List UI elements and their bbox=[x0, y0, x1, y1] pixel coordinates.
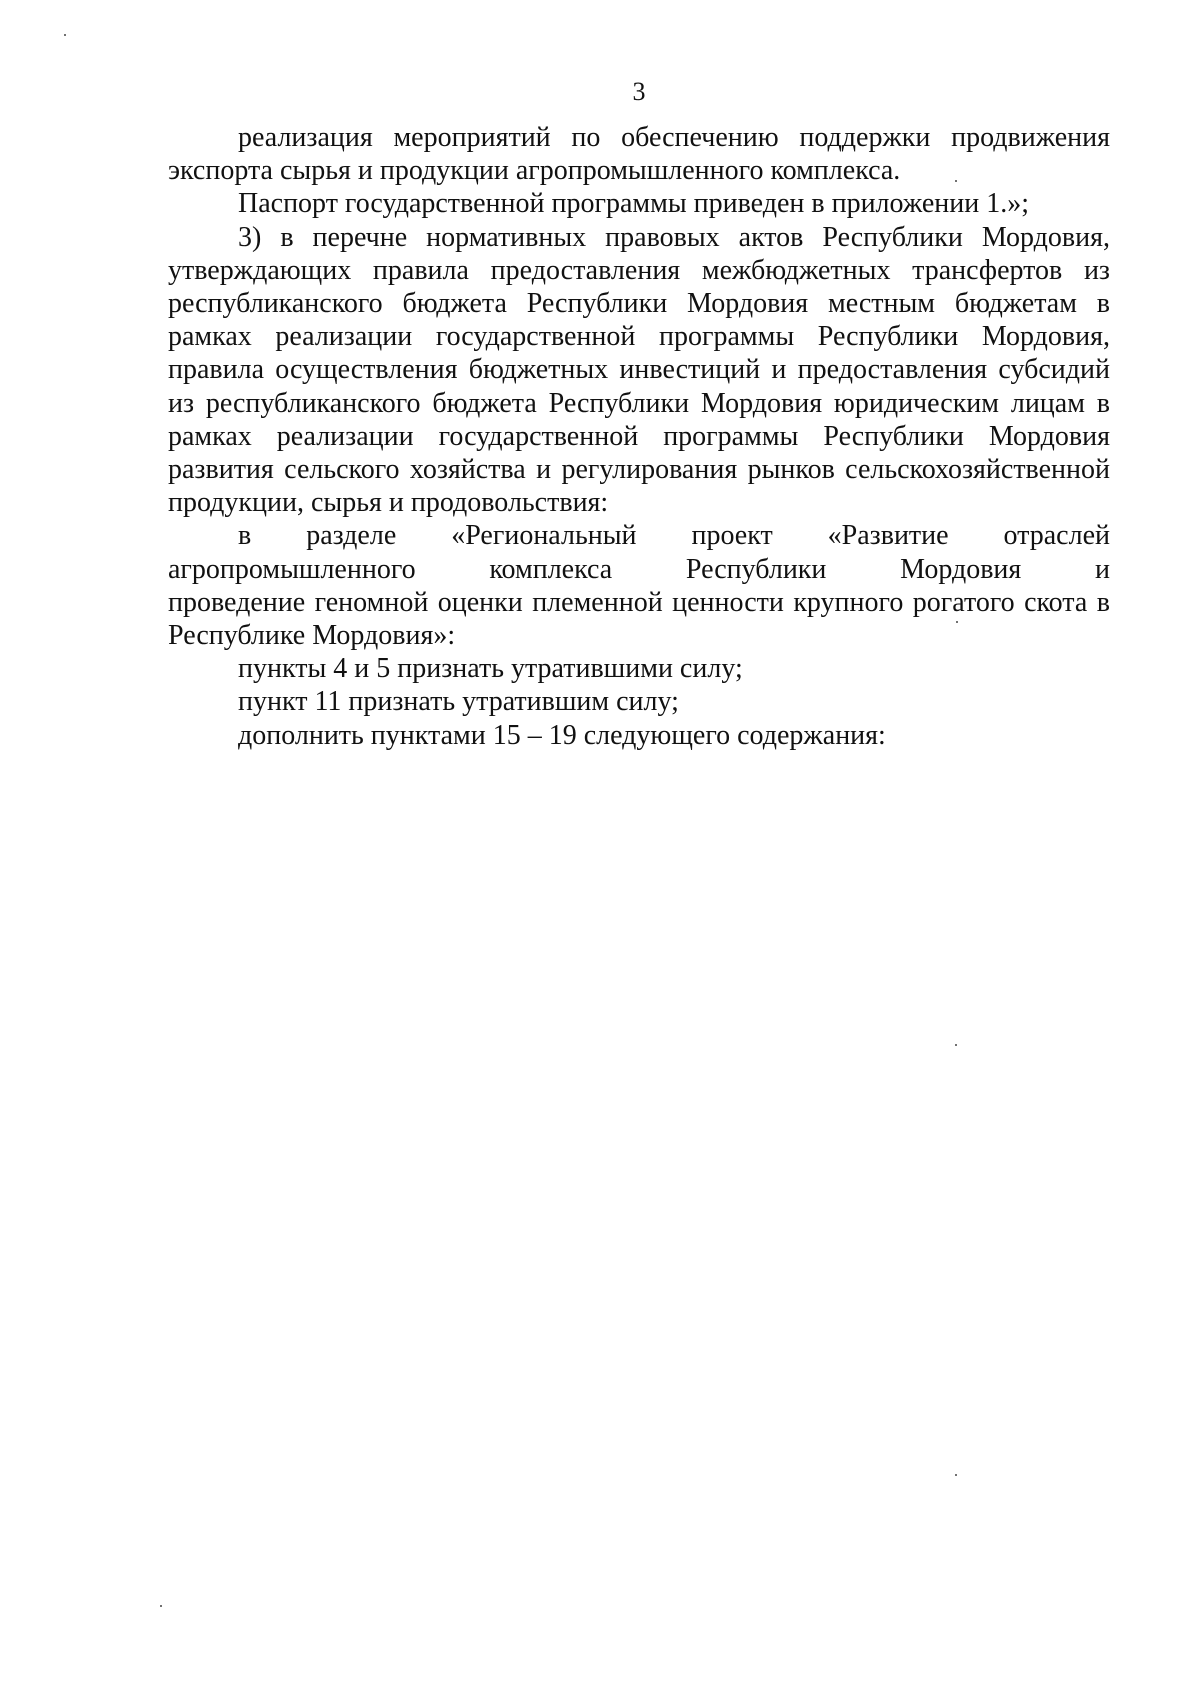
text-line: республиканского бюджета Республики Мордовия местным бюджетам в bbox=[168, 288, 1110, 320]
text-line: экспорта сырья и продукции агропромышленного комплекса. bbox=[168, 155, 901, 187]
text-line: правила осуществления бюджетных инвестиций и предоставления субсидий bbox=[168, 354, 1110, 386]
scan-speck bbox=[955, 1474, 957, 1476]
scan-speck bbox=[955, 180, 957, 182]
text-line: Паспорт государственной программы приведен в приложении 1.»; bbox=[238, 188, 1029, 220]
text-line: из республиканского бюджета Республики Мордовия юридическим лицам в bbox=[168, 387, 1110, 419]
text-line: продукции, сырья и продовольствия: bbox=[168, 487, 609, 519]
page-number: 3 bbox=[632, 77, 646, 106]
text-line: в разделе «Региональный проект «Развитие отраслей bbox=[238, 520, 1110, 552]
text-line: рамках реализации государственной программы Республики Мордовия bbox=[168, 420, 1110, 452]
text-line: развития сельского хозяйства и регулирования рынков сельскохозяйственной bbox=[168, 454, 1110, 486]
scan-speck bbox=[956, 621, 958, 623]
text-line: 3) в перечне нормативных правовых актов Республики Мордовия, bbox=[238, 221, 1110, 253]
body-text bbox=[168, 121, 1110, 752]
text-line: агропромышленного комплекса Республики Мордовия и bbox=[168, 553, 1110, 585]
scan-speck bbox=[64, 34, 66, 36]
scan-speck bbox=[955, 1044, 957, 1046]
text-line: пункт 11 признать утратившим силу; bbox=[238, 686, 679, 718]
text-line: проведение геномной оценки племенной ценности крупного рогатого скота в bbox=[168, 586, 1110, 618]
text-line: утверждающих правила предоставления межбюджетных трансфертов из bbox=[168, 254, 1110, 286]
text-line: рамках реализации государственной программы Республики Мордовия, bbox=[168, 321, 1110, 353]
text-line: дополнить пунктами 15 – 19 следующего содержания: bbox=[238, 719, 886, 751]
text-line: пункты 4 и 5 признать утратившими силу; bbox=[238, 653, 743, 685]
scan-speck bbox=[160, 1605, 162, 1607]
text-line: реализация мероприятий по обеспечению поддержки продвижения bbox=[238, 122, 1110, 153]
text-line: Республике Мордовия»: bbox=[168, 620, 456, 652]
